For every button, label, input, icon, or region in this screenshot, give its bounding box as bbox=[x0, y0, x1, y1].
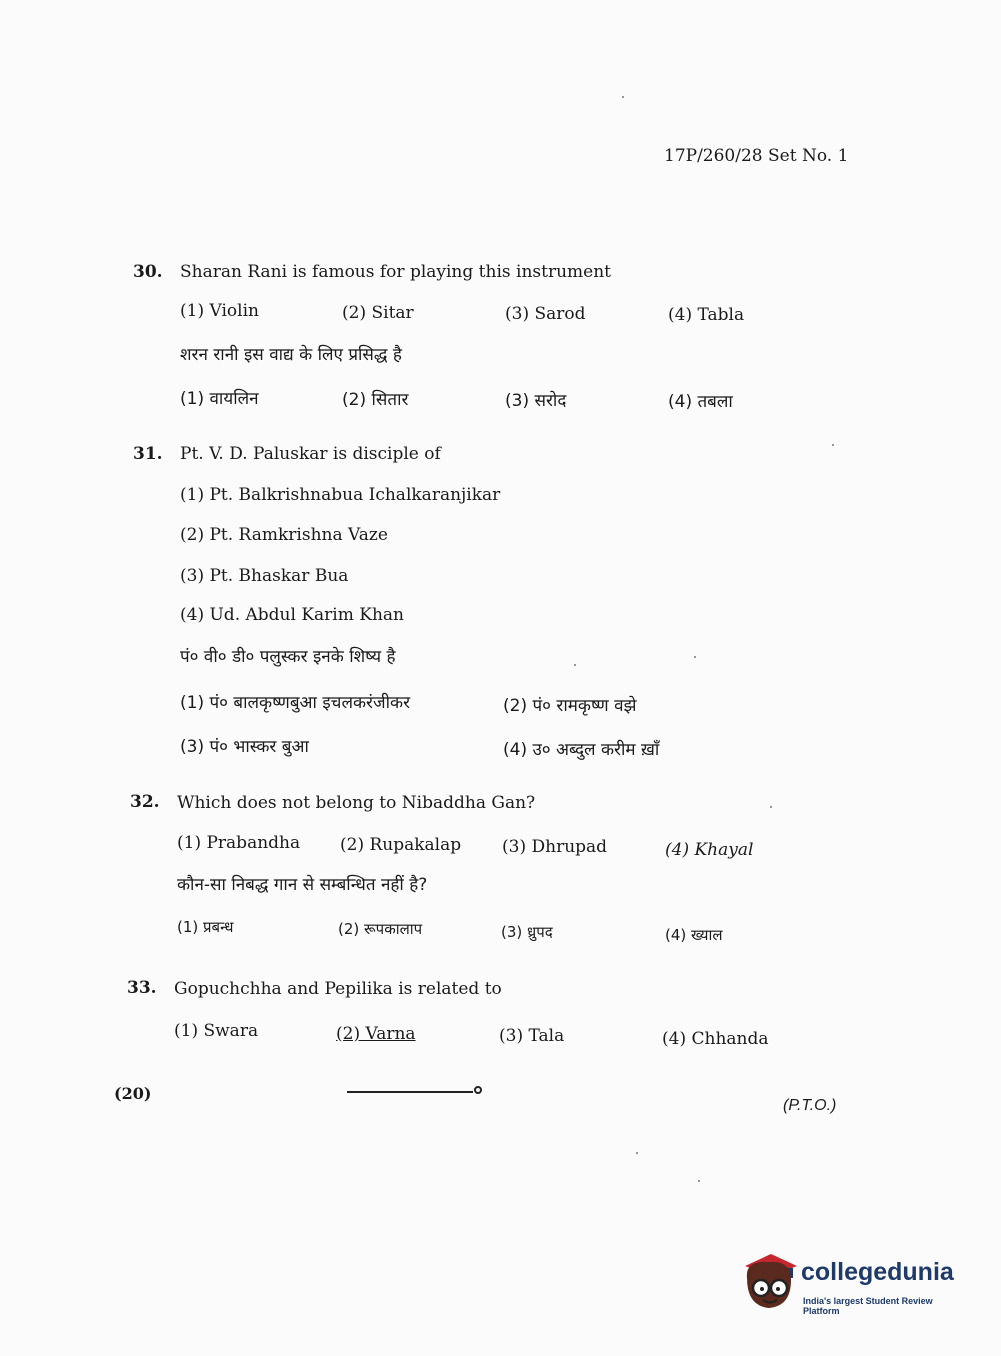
logo-tagline: India's largest Student Review Platform bbox=[803, 1296, 933, 1316]
question-number-31: 31. bbox=[133, 444, 163, 464]
pto-label: (P.T.O.) bbox=[783, 1097, 837, 1114]
hindi-option-32-4: (4) ख्याल bbox=[665, 926, 723, 944]
option-33-2: (2) Varna bbox=[336, 1024, 416, 1044]
footer-rule bbox=[347, 1091, 473, 1093]
hindi-option-32-2: (2) रूपकालाप bbox=[338, 920, 423, 938]
set-code: 17P/260/28 Set No. 1 bbox=[664, 146, 849, 166]
hindi-text-31: पं० वी० डी० पलुस्कर इनके शिष्य है bbox=[180, 647, 396, 667]
logo-mascot-icon bbox=[741, 1250, 799, 1312]
hindi-option-30-2: (2) सितार bbox=[342, 390, 409, 410]
logo-wordmark: collegedunia bbox=[801, 1258, 954, 1286]
hindi-option-32-1: (1) प्रबन्ध bbox=[177, 918, 234, 936]
footer-mark bbox=[474, 1086, 482, 1094]
option-30-3: (3) Sarod bbox=[505, 304, 586, 324]
scan-speck bbox=[622, 96, 624, 98]
question-number-30: 30. bbox=[133, 262, 163, 282]
question-text-31: Pt. V. D. Paluskar is disciple of bbox=[180, 444, 441, 464]
question-number-32: 32. bbox=[130, 792, 160, 812]
hindi-text-32: कौन-सा निबद्ध गान से सम्बन्धित नहीं है? bbox=[177, 875, 428, 895]
hindi-option-31-3: (3) पं० भास्कर बुआ bbox=[180, 737, 309, 757]
option-30-1: (1) Violin bbox=[180, 301, 259, 321]
option-31-4: (4) Ud. Abdul Karim Khan bbox=[180, 605, 404, 625]
hindi-option-30-4: (4) तबला bbox=[668, 392, 733, 412]
option-32-2: (2) Rupakalap bbox=[340, 835, 462, 855]
option-31-2: (2) Pt. Ramkrishna Vaze bbox=[180, 525, 388, 545]
collegedunia-logo bbox=[741, 1250, 971, 1320]
hindi-text-30: शरन रानी इस वाद्य के लिए प्रसिद्ध है bbox=[180, 345, 402, 365]
option-32-1: (1) Prabandha bbox=[177, 833, 301, 853]
option-33-3: (3) Tala bbox=[499, 1026, 565, 1046]
question-text-32: Which does not belong to Nibaddha Gan? bbox=[177, 793, 536, 813]
scan-speck bbox=[694, 656, 696, 658]
scan-speck bbox=[770, 806, 772, 808]
page-number: (20) bbox=[114, 1084, 152, 1103]
hindi-option-31-4: (4) उ० अब्दुल करीम ख़ाँ bbox=[503, 740, 660, 760]
option-33-4: (4) Chhanda bbox=[662, 1029, 769, 1049]
question-text-30: Sharan Rani is famous for playing this instrument bbox=[180, 262, 611, 282]
scan-speck bbox=[574, 664, 576, 666]
question-number-33: 33. bbox=[127, 978, 157, 998]
option-30-4: (4) Tabla bbox=[668, 305, 745, 325]
hindi-option-30-3: (3) सरोद bbox=[505, 391, 567, 411]
hindi-option-32-3: (3) ध्रुपद bbox=[501, 923, 553, 941]
hindi-option-30-1: (1) वायलिन bbox=[180, 389, 259, 409]
option-32-3: (3) Dhrupad bbox=[502, 837, 608, 857]
option-32-4: (4) Khayal bbox=[665, 840, 754, 860]
question-text-33: Gopuchchha and Pepilika is related to bbox=[174, 979, 502, 999]
option-33-1: (1) Swara bbox=[174, 1021, 259, 1041]
hindi-option-31-2: (2) पं० रामकृष्ण वझे bbox=[503, 696, 637, 716]
scan-speck bbox=[698, 1180, 700, 1182]
option-30-2: (2) Sitar bbox=[342, 303, 414, 323]
scan-speck bbox=[832, 444, 834, 446]
hindi-option-31-1: (1) पं० बालकृष्णबुआ इचलकरंजीकर bbox=[180, 693, 411, 713]
scan-speck bbox=[636, 1152, 638, 1154]
option-31-1: (1) Pt. Balkrishnabua Ichalkaranjikar bbox=[180, 485, 501, 505]
option-31-3: (3) Pt. Bhaskar Bua bbox=[180, 566, 349, 586]
